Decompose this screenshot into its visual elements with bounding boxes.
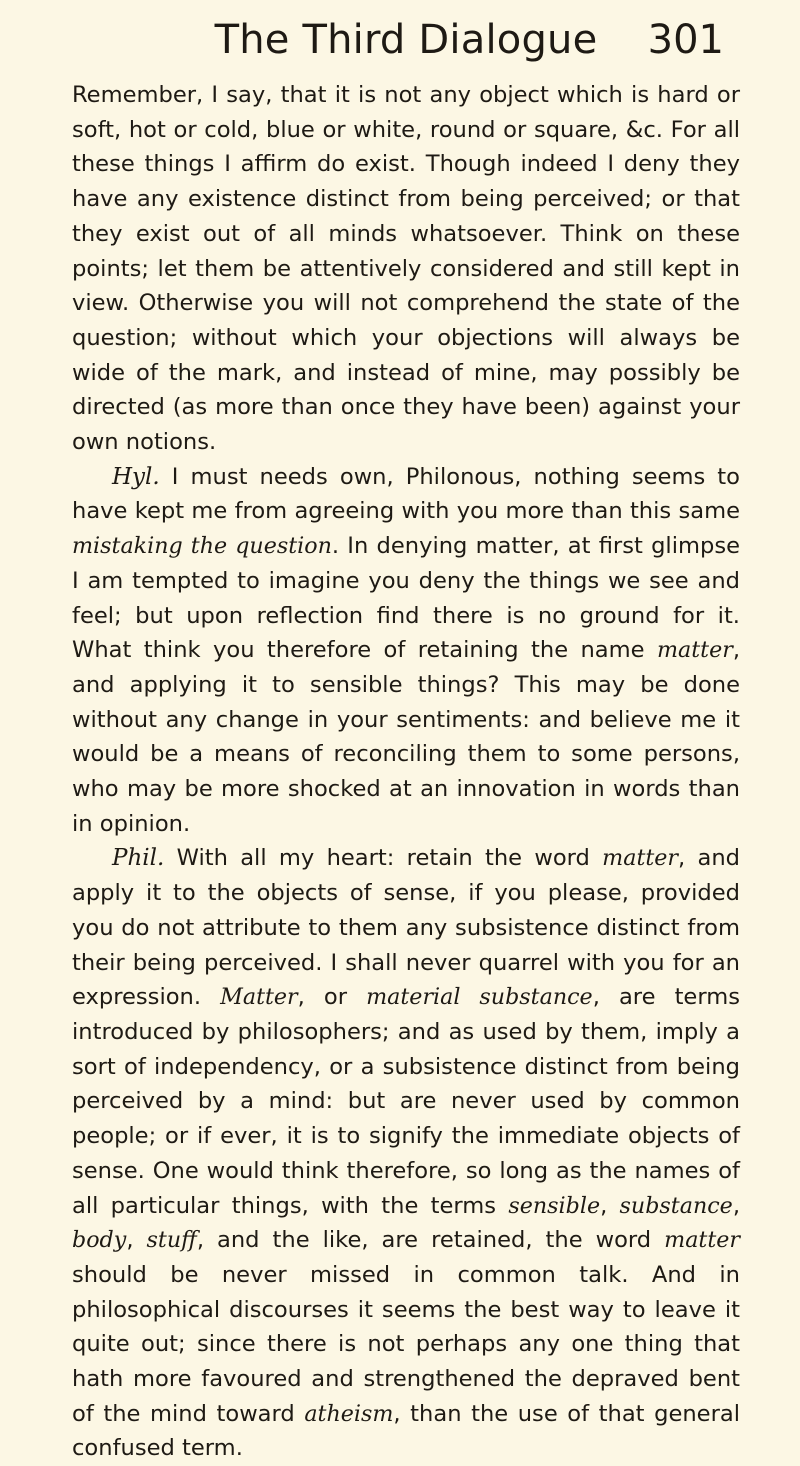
text-segment: , are terms introduced by philosophers; and as used by them, imply a sort of independency, or a subsistence distinct from being perceived by a mind: but are never used by common people; or if ever, it is to signify the immediate objects of sense. One would think therefore, so long as the names of all particular things, with the terms [72, 984, 740, 1219]
speaker-label: Phil. [112, 845, 165, 872]
italic-phrase: atheism [304, 1400, 394, 1427]
paragraph-philonous [72, 841, 740, 1466]
paragraph-continuation [72, 78, 740, 460]
text-segment: , and the like, are retained, the word [196, 1227, 665, 1254]
text-segment: , [600, 1192, 620, 1219]
italic-phrase: matter [664, 1227, 740, 1254]
italic-phrase: substance [619, 1192, 733, 1219]
italic-phrase: material substance [366, 984, 593, 1011]
speaker-label: Hyl. [112, 463, 160, 490]
body-text [72, 78, 740, 1466]
text-segment: , [126, 1227, 147, 1254]
text-segment: , and applying it to sensible things? This may be done without any change in your sentiments: and believe me it would be a means of reconciling them to some persons, who may be more shocked at an innovation in words than in opinion. [72, 637, 740, 837]
page-number: 301 [647, 17, 724, 63]
text-segment: , or [297, 984, 367, 1011]
running-head [72, 0, 740, 78]
italic-phrase: body [72, 1227, 127, 1254]
italic-phrase: mistaking the question [72, 533, 332, 560]
text-segment: Remember, I say, that it is not any object which is hard or soft, hot or cold, blue or white, round or square, &c. For all these things I affirm do exist. Though indeed I deny they have any existence distinct from being perceived; or that they exist out of all minds whatsoever. Think on these points; let them be attentively considered and still kept in view. Otherwise you will not comprehend the state of the question; without which your objections will always be wide of the mark, and instead of mine, may possibly be directed (as more than once they have been) against your own notions. [72, 82, 740, 456]
text-segment: I must needs own, Philonous, nothing seems to have kept me from agreeing with you more than this same [72, 463, 740, 525]
text-segment: should be never missed in common talk. And in philosophical discourses it seems the best way to leave it quite out; since there is not perhaps any one thing that hath more favoured and strengthened the depraved bent of the mind toward [72, 1261, 740, 1427]
italic-phrase: sensible [508, 1192, 601, 1219]
italic-phrase: matter [602, 845, 679, 872]
text-segment: . In denying matter, at first glimpse I am tempted to imagine you deny the things we see and feel; but upon reflection find there is no ground for it. What think you therefore of retaining the name [72, 533, 740, 664]
text-segment: With all my heart: retain the word [164, 845, 603, 872]
text-segment: , than the use of that general confused term. [72, 1400, 740, 1462]
italic-phrase: Matter [220, 984, 298, 1011]
running-title: The Third Dialogue [214, 17, 598, 63]
text-segment: , and apply it to the objects of sense, if you please, provided you do not attribute to them any subsistence distinct from their being perceived. I shall never quarrel with you for an expression. [72, 845, 740, 1011]
italic-phrase: stuff [146, 1227, 197, 1254]
text-segment: , [732, 1192, 740, 1219]
paragraph-hylas [72, 460, 740, 842]
italic-phrase: matter [656, 637, 733, 664]
